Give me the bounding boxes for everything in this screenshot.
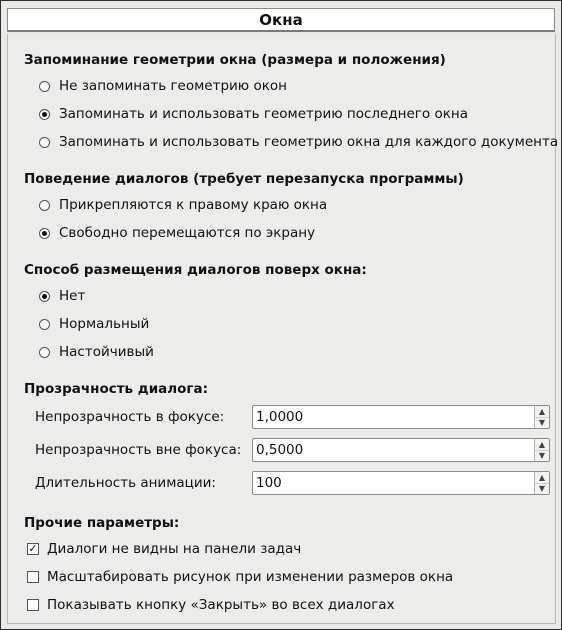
checkbox-label: Диалоги не видны на панели задач bbox=[47, 541, 302, 557]
radio-label: Нормальный bbox=[59, 316, 150, 332]
spinbox-buttons bbox=[534, 439, 549, 461]
windows-settings-panel bbox=[7, 34, 559, 624]
unfocused-opacity-spinbox[interactable] bbox=[252, 438, 550, 462]
radio-dialogs-floating[interactable] bbox=[39, 222, 315, 244]
spin-down-icon[interactable]: ▼ bbox=[538, 451, 546, 460]
radio-label: Настойчивый bbox=[59, 344, 154, 360]
radio-button[interactable] bbox=[39, 137, 50, 148]
radio-label: Не запоминать геометрию окон bbox=[59, 78, 287, 94]
checkbox-show-close-button[interactable] bbox=[27, 594, 395, 616]
unfocused-opacity-row bbox=[35, 438, 551, 464]
radio-geometry-per-document[interactable] bbox=[39, 131, 558, 153]
radio-geometry-last-window[interactable] bbox=[39, 103, 468, 125]
checkbox-scale-on-resize[interactable] bbox=[27, 566, 453, 588]
radio-label: Свободно перемещаются по экрану bbox=[59, 225, 316, 241]
radio-button[interactable] bbox=[39, 319, 50, 330]
radio-button[interactable] bbox=[39, 200, 50, 211]
misc-section-title: Прочие параметры: bbox=[24, 515, 180, 531]
page-title: Окна bbox=[7, 8, 555, 32]
radio-placement-aggressive[interactable] bbox=[39, 341, 154, 363]
radio-geometry-none[interactable] bbox=[39, 75, 287, 97]
radio-label: Запоминать и использовать геометрию окна для каждого документа bbox=[59, 134, 559, 150]
focused-opacity-spinbox[interactable] bbox=[252, 405, 550, 429]
spin-down-icon[interactable]: ▼ bbox=[538, 418, 546, 427]
spinbox-value[interactable]: 1,0000 bbox=[256, 409, 304, 425]
spinbox-buttons bbox=[534, 472, 549, 494]
checkbox-label: Показывать кнопку «Закрыть» во всех диалогах bbox=[47, 597, 395, 613]
radio-button[interactable] bbox=[39, 347, 50, 358]
spinbox-value[interactable]: 100 bbox=[256, 475, 282, 491]
focused-opacity-label: Непрозрачность в фокусе: bbox=[35, 409, 225, 425]
dialog-placement-section-title: Способ размещения диалогов поверх окна: bbox=[24, 262, 367, 278]
radio-button[interactable] bbox=[39, 81, 50, 92]
dialog-behavior-section-title: Поведение диалогов (требует перезапуска программы) bbox=[24, 171, 464, 187]
unfocused-opacity-label: Непрозрачность вне фокуса: bbox=[35, 442, 242, 458]
transparency-section-title: Прозрачность диалога: bbox=[24, 381, 208, 397]
spinbox-value[interactable]: 0,5000 bbox=[256, 442, 304, 458]
spin-up-icon[interactable]: ▲ bbox=[535, 406, 549, 418]
radio-button[interactable] bbox=[39, 228, 50, 239]
checkbox-label: Масштабировать рисунок при изменении размеров окна bbox=[47, 569, 454, 585]
checkbox-checked-icon[interactable]: ✓ bbox=[28, 542, 38, 555]
radio-button[interactable] bbox=[39, 291, 50, 302]
radio-placement-normal[interactable] bbox=[39, 313, 149, 335]
radio-label: Нет bbox=[59, 288, 86, 304]
geometry-section-title: Запоминание геометрии окна (размера и положения) bbox=[24, 52, 446, 68]
radio-dialogs-docked[interactable] bbox=[39, 194, 327, 216]
spin-down-icon[interactable]: ▼ bbox=[538, 484, 546, 493]
animation-duration-label: Длительность анимации: bbox=[35, 475, 216, 491]
radio-placement-none[interactable] bbox=[39, 285, 85, 307]
radio-label: Запоминать и использовать геометрию последнего окна bbox=[59, 106, 468, 122]
checkbox-box[interactable] bbox=[27, 571, 39, 583]
radio-button[interactable] bbox=[39, 109, 50, 120]
radio-label: Прикрепляются к правому краю окна bbox=[59, 197, 328, 213]
spin-up-icon[interactable]: ▲ bbox=[535, 439, 549, 451]
animation-duration-spinbox[interactable] bbox=[252, 471, 550, 495]
focused-opacity-row bbox=[35, 405, 551, 431]
animation-duration-row bbox=[35, 471, 551, 497]
checkbox-skip-taskbar[interactable] bbox=[27, 538, 301, 560]
spinbox-buttons bbox=[534, 406, 549, 428]
spin-up-icon[interactable]: ▲ bbox=[535, 472, 549, 484]
checkbox-box[interactable] bbox=[27, 599, 39, 611]
